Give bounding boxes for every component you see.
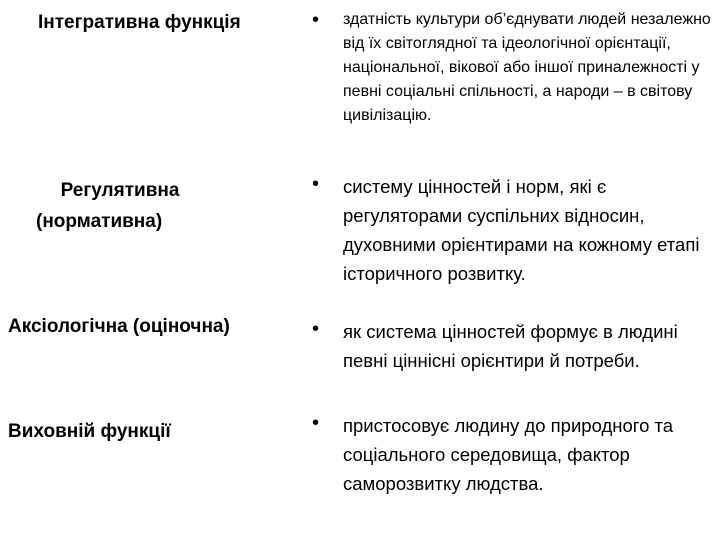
label-line: Регулятивна xyxy=(60,180,180,201)
function-label-integrative: Інтегративна функція xyxy=(38,12,241,33)
function-label-regulative xyxy=(30,177,210,235)
bullet-text: здатність культури об’єднувати людей незалежно від їх світоглядної та ідеологічної орієнтації, національної, вікової або іншої приналежності у певні соціальні спільності, а народи – в світову цивілізацію. xyxy=(343,11,711,124)
bullet-icon: • xyxy=(312,173,320,195)
bullet-icon: • xyxy=(312,412,320,434)
label-line: (нормативна) xyxy=(36,211,163,232)
bullet-text: пристосовує людину до природного та соціального середовища, фактор саморозвитку людства. xyxy=(343,415,674,494)
function-label-educational: Виховній функції xyxy=(8,421,171,442)
bullet-text: як система цінностей формує в людині певні ціннісні орієнтири й потреби. xyxy=(343,321,678,371)
bullet-text: систему цінностей і норм, які є регуляторами суспільних відносин, духовними орієнтирами на кожному етапі історичного розвитку. xyxy=(343,176,700,284)
bullet-icon: • xyxy=(312,9,320,31)
bullet-icon: • xyxy=(312,318,320,340)
function-label-axiological: Аксіологічна (оціночна) xyxy=(8,316,230,337)
